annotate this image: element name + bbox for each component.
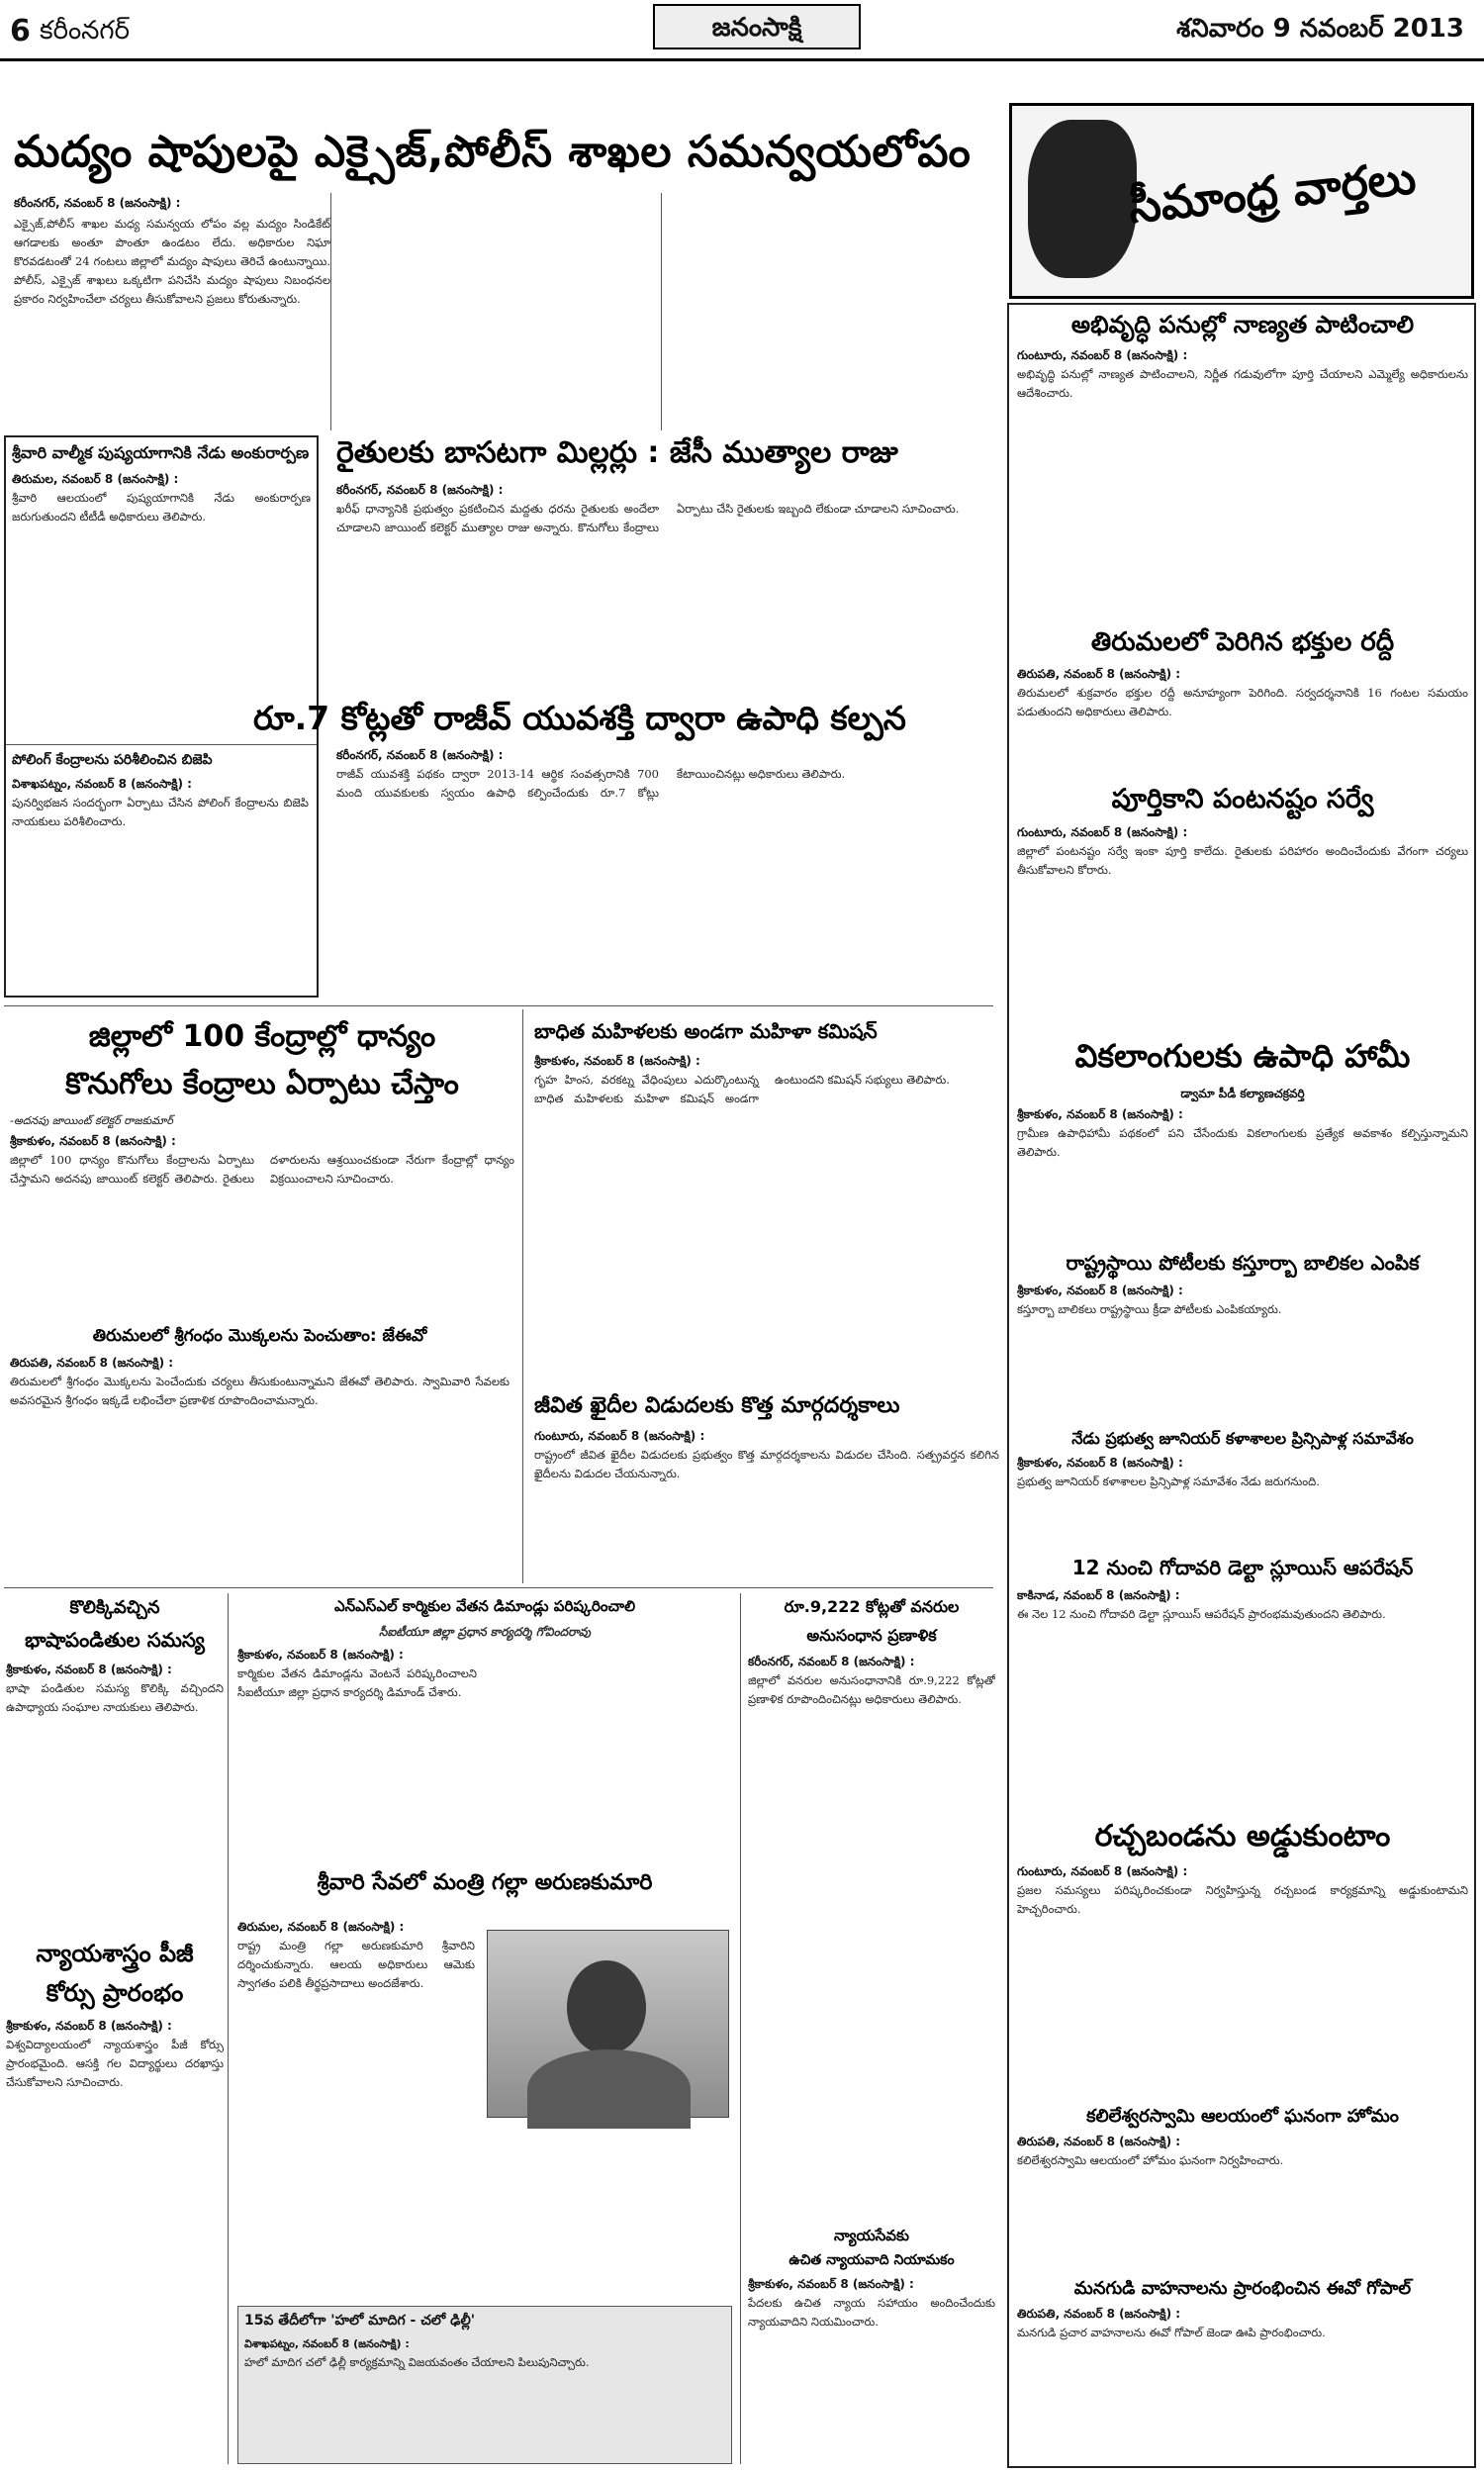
- right-story-3-headline: పూర్తికాని పంటనష్టం సర్వే: [1111, 784, 1374, 814]
- right-story-10-headline: మనగుడి వాహనాలను ప్రారంభించిన ఈవో గోపాల్: [1073, 2278, 1412, 2299]
- grain-centres-story: [10, 1019, 514, 1349]
- right-story-2-dateline: తిరుపతి, నవంబర్ 8 (జనంసాక్షి) :: [1017, 667, 1181, 681]
- halo-dateline: విశాఖపట్నం, నవంబర్ 8 (జనంసాక్షి) :: [244, 2337, 410, 2350]
- minister-headline: శ్రీవారి సేవలో మంత్రి గల్లా అరుణకుమారి: [317, 1870, 653, 1895]
- right-story-8-body: ప్రజల సమస్యలు పరిష్కరించకుండా నిర్వహిస్తున్న రచ్చబండ కార్యక్రమాన్ని అడ్డుకుంటామని హెచ్చరించారు.: [1017, 1883, 1468, 1916]
- banner-title: సీమాంధ్ర వార్తలు: [1126, 149, 1419, 235]
- right-story-10-body: మనగుడి ప్రచార వాహనాలను ఈవో గోపాల్ జెండా ఊపి ప్రారంభించారు.: [1017, 2326, 1326, 2339]
- halo-box: [237, 2306, 732, 2464]
- seemandhra-banner: [1009, 103, 1474, 299]
- right-story-2-body: తిరుమలలో శుక్రవారం భక్తుల రద్దీ అనూహ్యంగా పెరిగింది. సర్వదర్శనానికి 16 గంటల సమయం పడుతుందని అధికారులు తెలిపారు.: [1017, 686, 1468, 718]
- edition-name: కరీంనగర్: [40, 16, 131, 46]
- law-pg-dateline: శ్రీకాకుళం, నవంబర్ 8 (జనంసాక్షి) :: [6, 2019, 172, 2033]
- women-commission-story: [534, 1019, 999, 1288]
- right-story-5-dateline: శ్రీకాకుళం, నవంబర్ 8 (జనంసాక్షి) :: [1017, 1284, 1183, 1297]
- portrait-shoulders: [527, 2049, 691, 2129]
- main-story-dateline: కరీంనగర్, నవంబర్ 8 (జనంసాక్షి) :: [14, 196, 181, 210]
- right-story-4-byline: డ్వామా పీడీ కల్యాణచక్రవర్తి: [1180, 1087, 1305, 1100]
- polling-body: పునర్విభజన సందర్భంగా ఏర్పాటు చేసిన పోలింగ్ కేంద్రాలను బిజెపి నాయకులు పరిశీలించారు.: [12, 796, 309, 828]
- right-story-5-headline: రాష్ట్రస్థాయి పోటీలకు కస్తూర్బా బాలికల ఎంపిక: [1066, 1251, 1420, 1275]
- right-story-3-body: జిల్లాలో పంటనష్టం సర్వే ఇంకా పూర్తి కాలేదు. రైతులకు పరిహారం అందించేందుకు వేగంగా చర్యలు తీసుకోవాలని కోరారు.: [1017, 844, 1468, 877]
- polling-dateline: విశాఖపట్నం, నవంబర్ 8 (జనంసాక్షి) :: [12, 777, 192, 791]
- rajiv-yuva-body: రాజీవ్ యువశక్తి పథకం ద్వారా 2013-14 ఆర్థిక సంవత్సరానికి 700 మంది యువకులకు స్వయం ఉపాధి కల్పించేందుకు రూ.7 కోట్లు కేటాయించినట్లు అధికారులు తెలిపారు.: [336, 767, 846, 800]
- forest-headline-2: అనుసంధాన ప్రణాళిక: [806, 1626, 937, 1645]
- legal-aid-body: పేదలకు ఉచిత న్యాయ సహాయం అందించేందుకు న్యాయవాదిని నియమించారు.: [748, 2296, 995, 2329]
- rice-millers-dateline: కరీంనగర్, నవంబర్ 8 (జనంసాక్షి) :: [336, 483, 504, 497]
- pushyayagam-dateline: తిరుమల, నవంబర్ 8 (జనంసాక్షి) :: [12, 472, 179, 486]
- bhasha-pandit-headline-2: భాషాపండితుల సమస్య: [25, 1628, 205, 1652]
- legal-aid-box: [748, 2227, 995, 2442]
- legal-aid-dateline: శ్రీకాకుళం, నవంబర్ 8 (జనంసాక్షి) :: [748, 2277, 914, 2291]
- right-story-8-headline: రచ్చబండను అడ్డుకుంటాం: [1094, 1819, 1391, 1854]
- minister-body-wrap: [237, 1920, 475, 2296]
- rice-millers-story: [336, 483, 999, 691]
- npm-wage-headline: ఎన్ఎస్ఎల్ కార్మికుల వేతన డిమాండ్లు పరిష్కరించాలి: [333, 1597, 636, 1615]
- right-story-1-dateline: గుంటూరు, నవంబర్ 8 (జనంసాక్షి) :: [1017, 348, 1188, 362]
- minister-story: [237, 1870, 732, 1900]
- main-headline: మద్యం షాపులపై ఎక్సైజ్,పోలీస్ శాఖల సమన్వయలోపం: [14, 127, 972, 177]
- grain-centres-body: జిల్లాలో 100 ధాన్యం కొనుగోలు కేంద్రాలను ఏర్పాటు చేస్తామని అదనపు జాయింట్ కలెక్టర్ తెలిపారు. రైతులు దళారులను ఆశ్రయించకుండా నేరుగా కేంద్రాల్లో ధాన్యం విక్రయించాలని సూచించారు.: [10, 1153, 514, 1186]
- right-column: [1007, 303, 1476, 2468]
- right-story-4-body: గ్రామీణ ఉపాధిహామీ పథకంలో పని చేసేందుకు వికలాంగులకు ప్రత్యేక అవకాశం కల్పిస్తున్నామని తెలిపారు.: [1017, 1126, 1468, 1159]
- brand-logo: జనంసాక్షి: [653, 4, 861, 49]
- npm-wage-dateline: శ్రీకాకుళం, నవంబర్ 8 (జనంసాక్షి) :: [237, 1648, 404, 1662]
- women-commission-dateline: శ్రీకాకుళం, నవంబర్ 8 (జనంసాక్షి) :: [534, 1054, 700, 1068]
- bhasha-pandit-story: [6, 1597, 224, 1887]
- right-story-6-dateline: శ్రీకాకుళం, నవంబర్ 8 (జనంసాక్షి) :: [1017, 1456, 1183, 1470]
- right-story-5-body: కస్తూర్బా బాలికలు రాష్ట్రస్థాయి క్రీడా పోటీలకు ఎంపికయ్యారు.: [1017, 1302, 1282, 1316]
- prisoners-story: [534, 1393, 999, 1594]
- halo-body: హలో మాదిగ చలో ఢిల్లీ కార్యక్రమాన్ని విజయవంతం చేయాలని పిలుపునిచ్చారు.: [244, 2355, 590, 2369]
- right-story-7-headline: 12 నుంచి గోదావరి డెల్టా స్లూయిస్ ఆపరేషన్: [1071, 1556, 1414, 1579]
- forest-story: [748, 1597, 995, 2166]
- grain-centres-headline-2: కొనుగోలు కేంద్రాలు ఏర్పాటు చేస్తాం: [65, 1067, 459, 1101]
- prisoners-dateline: గుంటూరు, నవంబర్ 8 (జనంసాక్షి) :: [534, 1429, 705, 1443]
- issue-date: శనివారం 9 నవంబర్ 2013: [1176, 14, 1464, 44]
- right-story-3-dateline: గుంటూరు, నవంబర్ 8 (జనంసాక్షి) :: [1017, 825, 1188, 839]
- right-story-6-body: ప్రభుత్వ జూనియర్ కళాశాలల ప్రిన్సిపాళ్ల సమావేశం నేడు జరుగనుంది.: [1017, 1475, 1320, 1488]
- grain-centres-byline: -అదనపు జాయింట్ కలెక్టర్ రాజకుమార్: [10, 1114, 173, 1127]
- portrait-head: [567, 1960, 646, 2054]
- bhasha-pandit-body: భాషా పండితుల సమస్య కొలిక్కి వచ్చిందని ఉపాధ్యాయ సంఘాల నాయకులు తెలిపారు.: [6, 1681, 224, 1714]
- rice-millers-body: ఖరీఫ్ ధాన్యానికి ప్రభుత్వం ప్రకటించిన మద్దతు ధరను రైతులకు అందేలా చూడాలని జాయింట్ కలెక్టర్ ముత్యాల రాజు అన్నారు. కొనుగోలు కేంద్రాలు ఏర్పాటు చేసి రైతులకు ఇబ్బంది లేకుండా చూడాలని సూచించారు.: [336, 502, 960, 534]
- minister-dateline: తిరుమల, నవంబర్ 8 (జనంసాక్షి) :: [237, 1920, 405, 1934]
- main-story: [14, 196, 1003, 426]
- rice-millers-headline: రైతులకు బాసటగా మిల్లర్లు : జేసీ ముత్యాల రాజు: [336, 435, 898, 470]
- law-pg-headline-2: కోర్సు ప్రారంభం: [46, 1979, 184, 2007]
- prisoners-headline: జీవిత ఖైదీల విడుదలకు కొత్త మార్గదర్శకాలు: [534, 1393, 900, 1418]
- right-story-6-headline: నేడు ప్రభుత్వ జూనియర్ కళాశాలల ప్రిన్సిపాళ్ల సమావేశం: [1071, 1429, 1414, 1448]
- grain-centres-headline-1: జిల్లాలో 100 కేంద్రాల్లో ధాన్యం: [88, 1019, 436, 1054]
- pushyayagam-body: శ్రీవారి ఆలయంలో పుష్యయాగానికి నేడు అంకురార్పణ జరుగుతుందని టీటీడీ అధికారులు తెలిపారు.: [12, 491, 311, 523]
- andhra-map-icon: [1028, 120, 1137, 278]
- law-pg-story: [6, 1940, 224, 2412]
- right-story-7-dateline: కాకినాడ, నవంబర్ 8 (జనంసాక్షి) :: [1017, 1588, 1180, 1602]
- bhasha-pandit-headline-1: కొలిక్కివచ్చిన: [69, 1597, 160, 1618]
- forest-headline-1: రూ.9,222 కోట్లతో వనరుల: [784, 1597, 960, 1616]
- main-story-body: ఎక్సైజ్,పోలీస్ శాఖల మధ్య సమన్వయ లోపం వల్ల మద్యం సిండికేట్ ఆగడాలకు అంతూ పొంతూ ఉండటం లేదు. అధికారుల నిఘా కొరవడటంతో 24 గంటలు జిల్లాలో మద్యం షాపులు తెరిచే ఉంటున్నాయి. పోలీస్, ఎక్సైజ్ శాఖలు ఒక్కటిగా పనిచేసి మద్యం షాపులు నిబంధనల ప్రకారం నిర్వహించేలా చర్యలు తీసుకోవాలని ప్రజలు కోరుతున్నారు.: [14, 217, 330, 306]
- women-commission-body: గృహ హింస, వరకట్న వేధింపులు ఎదుర్కొంటున్న బాధిత మహిళలకు మహిళా కమిషన్ అండగా ఉంటుందని కమిషన్ సభ్యులు తెలిపారు.: [534, 1073, 950, 1105]
- npm-wage-byline: సీఐటీయూ జిల్లా ప్రధాన కార్యదర్శి గోవిందరావు: [379, 1625, 591, 1639]
- legal-aid-title: న్యాయసేవకు: [834, 2227, 909, 2244]
- right-story-1-body: అభివృద్ధి పనుల్లో నాణ్యత పాటించాలని, నిర్ణీత గడువులోగా పూర్తి చేయాలని ఎమ్మెల్యే అధికారులను ఆదేశించారు.: [1017, 367, 1468, 400]
- prisoners-body: రాష్ట్రంలో జీవిత ఖైదీల విడుదలకు ప్రభుత్వం కొత్త మార్గదర్శకాలను విడుదల చేసింది. సత్ప్రవర్తన కలిగిన ఖైదీలను విడుదల చేయనున్నారు.: [534, 1448, 999, 1480]
- right-story-9-dateline: తిరుపతి, నవంబర్ 8 (జనంసాక్షి) :: [1017, 2135, 1181, 2148]
- npm-wage-story: [237, 1597, 732, 1843]
- pushyayagam-headline: శ్రీవారి వాల్మీక పుష్యయాగానికి నేడు అంకురార్పణ: [12, 443, 310, 462]
- minister-body: రాష్ట్ర మంత్రి గల్లా అరుణకుమారి శ్రీవారిని దర్శించుకున్నారు. ఆలయ అధికారులు ఆమెకు స్వాగతం పలికి తీర్థప్రసాదాలు అందజేశారు.: [237, 1939, 475, 1990]
- srigandham-dateline: తిరుపతి, నవంబర్ 8 (జనంసాక్షి) :: [10, 1356, 174, 1370]
- srigandham-headline: తిరుమలలో శ్రీగంధం మొక్కలను పెంచుతాం: జేఈవో: [92, 1326, 427, 1346]
- right-story-2-headline: తిరుమలలో పెరిగిన భక్తుల రద్దీ: [1090, 627, 1395, 657]
- right-story-7-body: ఈ నెల 12 నుంచి గోదావరి డెల్టా స్లూయిస్ ఆపరేషన్ ప్రారంభమవుతుందని తెలిపారు.: [1017, 1607, 1386, 1621]
- right-story-1-headline: అభివృద్ధి పనుల్లో నాణ్యత పాటించాలి: [1070, 311, 1415, 338]
- grain-centres-dateline: శ్రీకాకుళం, నవంబర్ 8 (జనంసాక్షి) :: [10, 1134, 176, 1148]
- legal-aid-subtitle: ఉచిత న్యాయవాది నియామకం: [788, 2252, 955, 2268]
- right-story-4-dateline: శ్రీకాకుళం, నవంబర్ 8 (జనంసాక్షి) :: [1017, 1107, 1183, 1121]
- minister-photo: [487, 1930, 729, 2118]
- forest-dateline: కరీంనగర్, నవంబర్ 8 (జనంసాక్షి) :: [748, 1655, 915, 1668]
- srigandham-body: తిరుమలలో శ్రీగంధం మొక్కలను పెంచేందుకు చర్యలు తీసుకుంటున్నామని జేఈవో తెలిపారు. స్వామివారి సేవలకు అవసరమైన శ్రీగంధం ఇక్కడే లభించేలా ప్రణాళిక రూపొందించామన్నారు.: [10, 1375, 510, 1407]
- right-story-9-headline: కలిలేశ్వరస్వామి ఆలయంలో ఘనంగా హోమం: [1086, 2106, 1399, 2127]
- srigandham-story: [10, 1326, 510, 1570]
- npm-wage-body: కార్మికుల వేతన డిమాండ్లను వెంటనే పరిష్కరించాలని సీఐటీయూ జిల్లా ప్రధాన కార్యదర్శి డిమాండ్ చేశారు.: [237, 1666, 477, 1699]
- bhasha-pandit-dateline: శ్రీకాకుళం, నవంబర్ 8 (జనంసాక్షి) :: [6, 1663, 172, 1676]
- right-story-8-dateline: గుంటూరు, నవంబర్ 8 (జనంసాక్షి) :: [1017, 1864, 1188, 1878]
- rajiv-yuva-story: [336, 748, 999, 996]
- law-pg-body: విశ్వవిద్యాలయంలో న్యాయశాస్త్రం పీజీ కోర్సు ప్రారంభమైంది. ఆసక్తి గల విద్యార్థులు దరఖాస్తు చేసుకోవాలని సూచించారు.: [6, 2038, 224, 2089]
- polling-headline: పోలింగ్ కేంద్రాలను పరిశీలించిన బిజెపి: [12, 752, 213, 768]
- right-story-9-body: కలిలేశ్వరస్వామి ఆలయంలో హోమం ఘనంగా నిర్వహించారు.: [1017, 2153, 1284, 2167]
- page-number: 6: [10, 14, 31, 48]
- rajiv-yuva-headline: రూ.7 కోట్లతో రాజీవ్ యువశక్తి ద్వారా ఉపాధి కల్పన: [253, 699, 906, 737]
- halo-title: 15వ తేదీలోగా 'హలో మాదిగ - చలో ఢిల్లీ': [244, 2313, 476, 2329]
- law-pg-headline-1: న్యాయశాస్త్రం పీజీ: [36, 1940, 194, 1967]
- forest-body: జిల్లాలో వనరుల అనుసంధానానికి రూ.9,222 కోట్లతో ప్రణాళిక రూపొందించినట్లు అధికారులు తెలిపారు.: [748, 1673, 995, 1706]
- rajiv-yuva-dateline: కరీంనగర్, నవంబర్ 8 (జనంసాక్షి) :: [336, 748, 504, 762]
- right-story-4-headline: వికలాంగులకు ఉపాధి హామీ: [1074, 1037, 1411, 1075]
- right-story-10-dateline: తిరుపతి, నవంబర్ 8 (జనంసాక్షి) :: [1017, 2307, 1181, 2321]
- women-commission-headline: బాధిత మహిళలకు అండగా మహిళా కమిషన్: [534, 1019, 878, 1043]
